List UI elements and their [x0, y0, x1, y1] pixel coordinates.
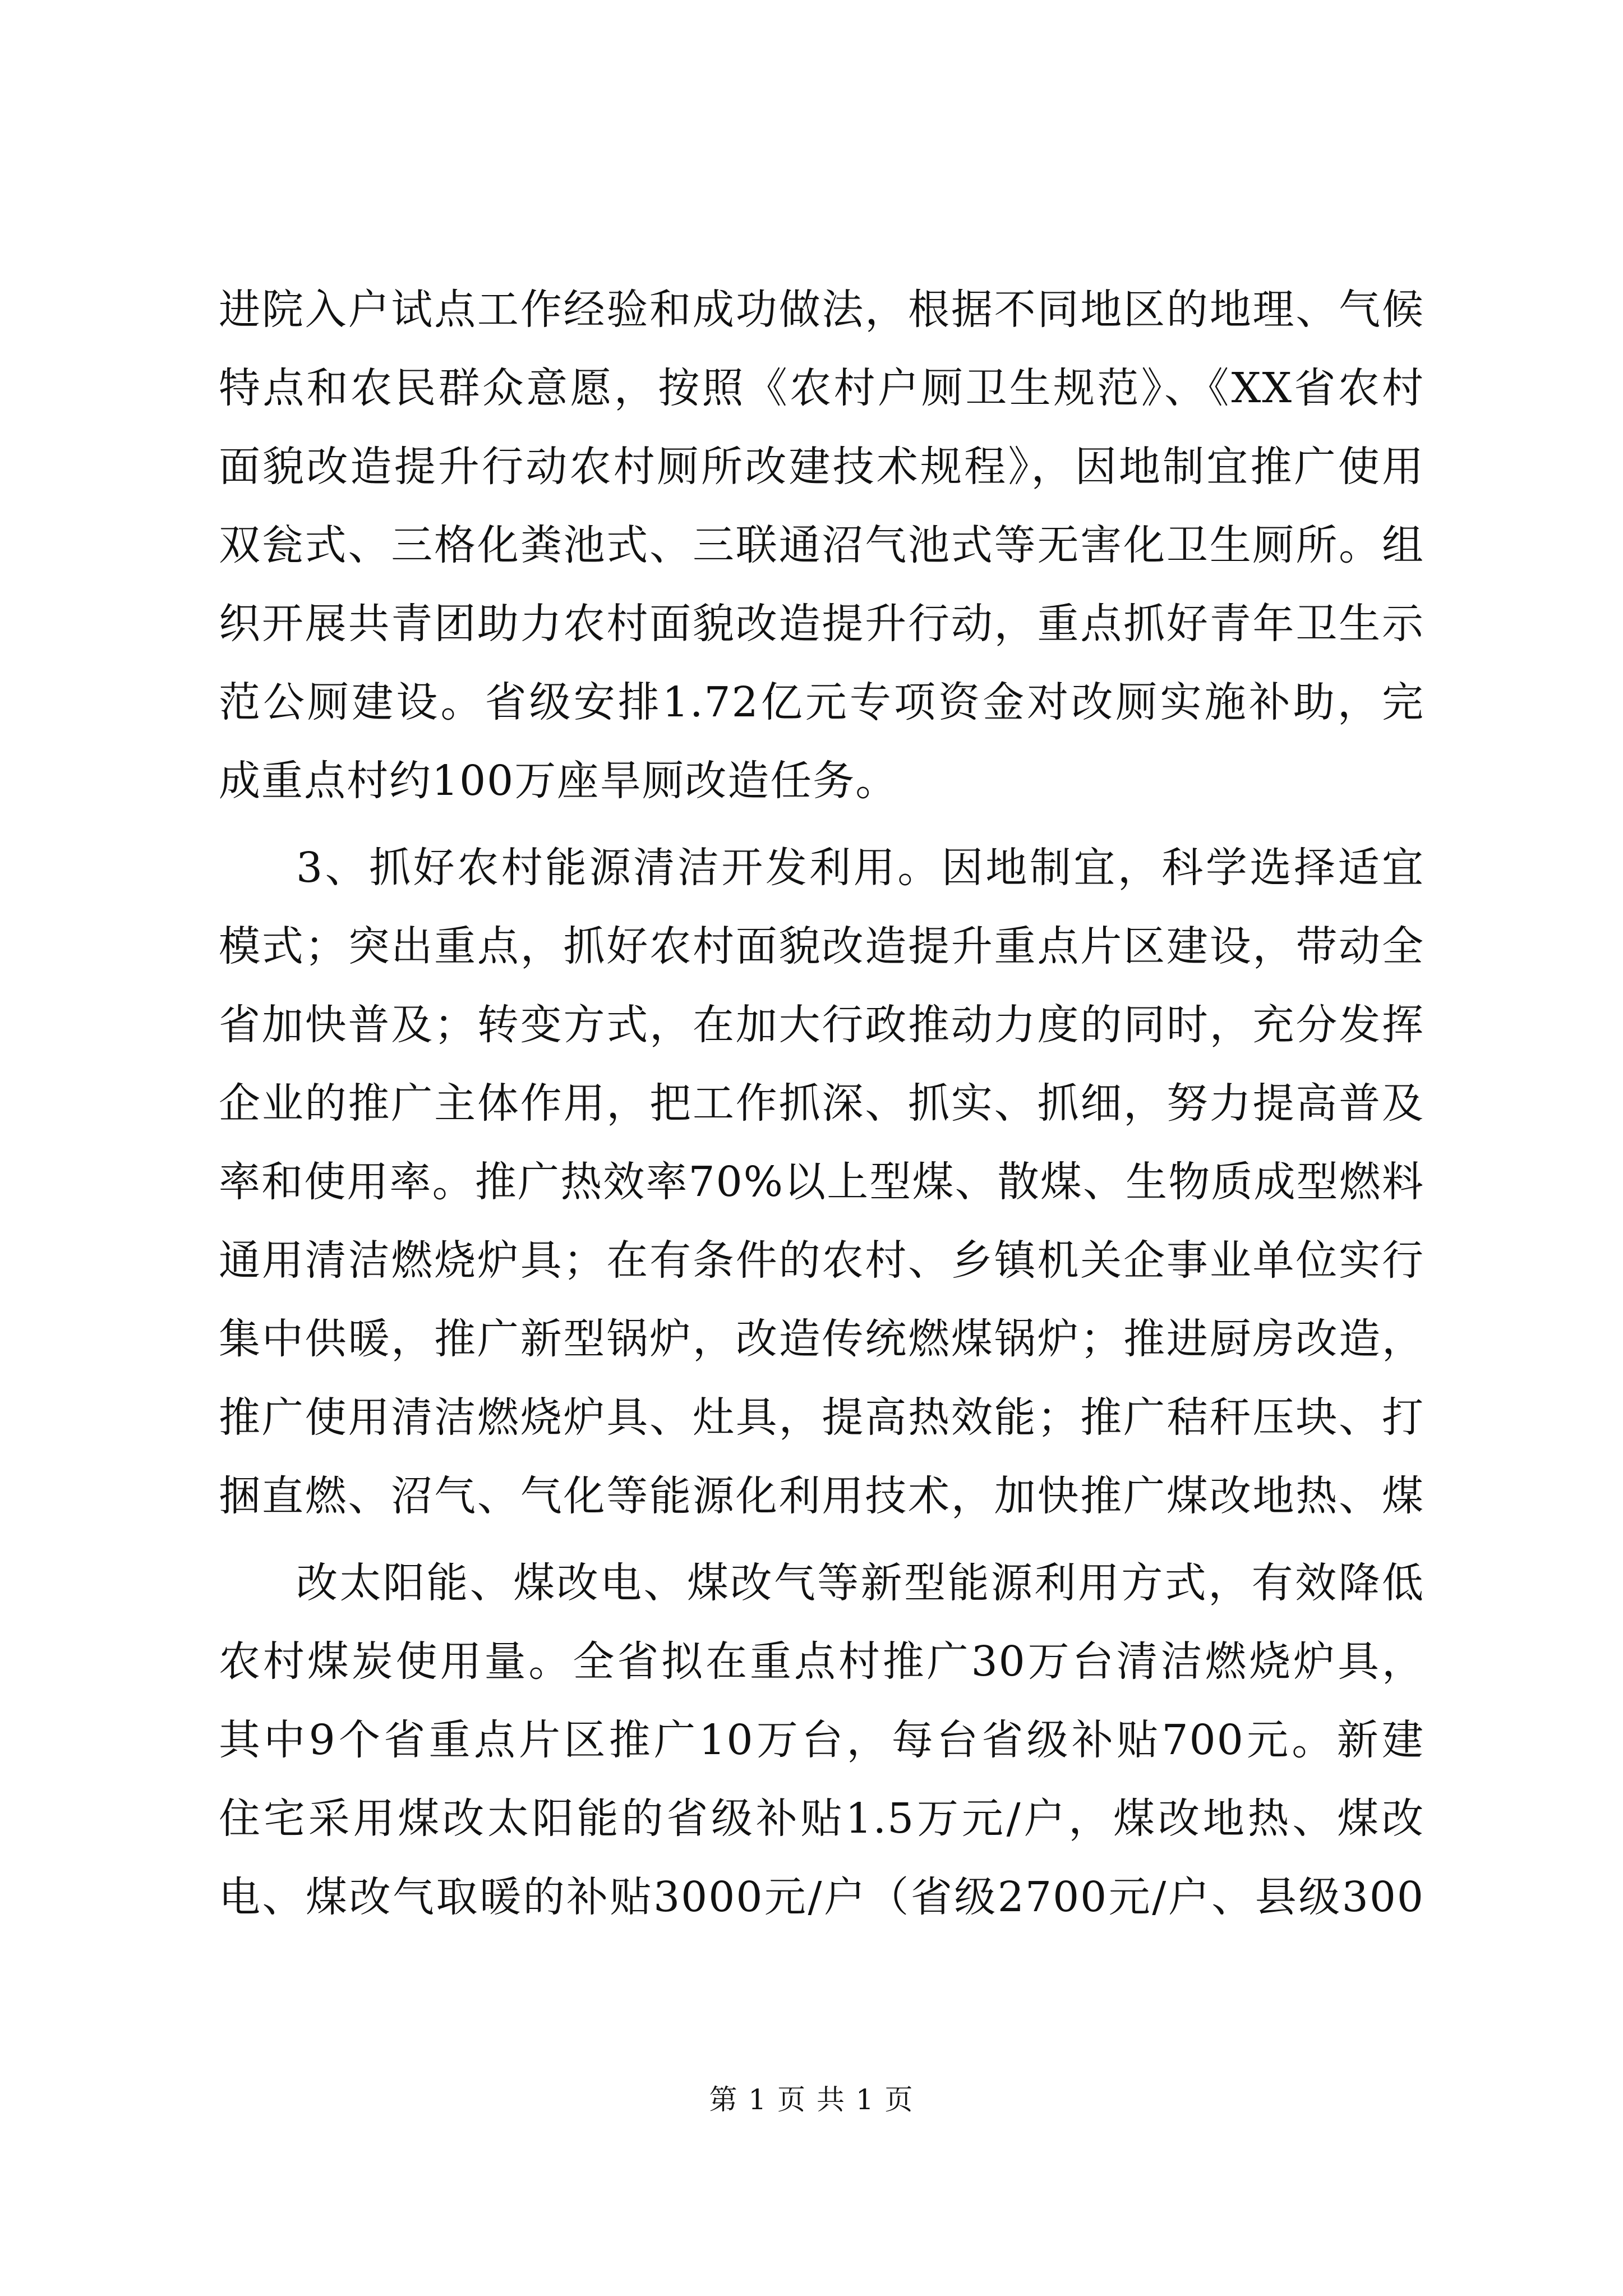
text-line: 进院入户试点工作经验和成功做法，根据不同地区的地理、气候: [219, 286, 1424, 334]
text-line: 其中9个省重点片区推广10万台，每台省级补贴700元。新建: [219, 1716, 1424, 1764]
text-line: 双瓮式、三格化粪池式、三联通沼气池式等无害化卫生厕所。组: [219, 521, 1424, 569]
page-number-footer: 第 1 页 共 1 页: [709, 2083, 914, 2116]
text-line: 企业的推广主体作用，把工作抓深、抓实、抓细，努力提高普及: [219, 1079, 1424, 1128]
text-line: 成重点村约100万座旱厕改造任务。: [219, 757, 898, 805]
text-line: 范公厕建设。省级安排1.72亿元专项资金对改厕实施补助，完: [219, 678, 1424, 726]
text-line: 捆直燃、沼气、气化等能源化利用技术，加快推广煤改地热、煤: [219, 1472, 1424, 1520]
text-line: 织开展共青团助力农村面貌改造提升行动，重点抓好青年卫生示: [219, 600, 1424, 648]
text-line: 集中供暖，推广新型锅炉，改造传统燃煤锅炉；推进厨房改造，: [219, 1315, 1424, 1363]
text-line: 推广使用清洁燃烧炉具、灶具，提高热效能；推广秸秆压块、打: [219, 1393, 1424, 1442]
text-line: 面貌改造提升行动农村厕所改建技术规程》，因地制宜推广使用: [219, 443, 1424, 491]
text-line: 模式；突出重点，抓好农村面貌改造提升重点片区建设，带动全: [219, 922, 1424, 970]
text-line: 电、煤改气取暖的补贴3000元/户（省级2700元/户、县级300: [219, 1873, 1424, 1921]
text-line: 省加快普及；转变方式，在加大行政推动力度的同时，充分发挥: [219, 1001, 1424, 1049]
text-line: 率和使用率。推广热效率70%以上型煤、散煤、生物质成型燃料: [219, 1158, 1424, 1206]
text-line: 住宅采用煤改太阳能的省级补贴1.5万元/户，煤改地热、煤改: [219, 1795, 1424, 1843]
text-line: 通用清洁燃烧炉具；在有条件的农村、乡镇机关企事业单位实行: [219, 1236, 1424, 1285]
text-line: 农村煤炭使用量。全省拟在重点村推广30万台清洁燃烧炉具，: [219, 1637, 1424, 1686]
paragraph-first-line: 3、抓好农村能源清洁开发利用。因地制宜，科学选择适宜: [296, 844, 1424, 892]
paragraph-first-line: 改太阳能、煤改电、煤改气等新型能源利用方式，有效降低: [296, 1559, 1424, 1607]
text-line: 特点和农民群众意愿，按照《农村户厕卫生规范》、《XX省农村: [219, 364, 1424, 412]
